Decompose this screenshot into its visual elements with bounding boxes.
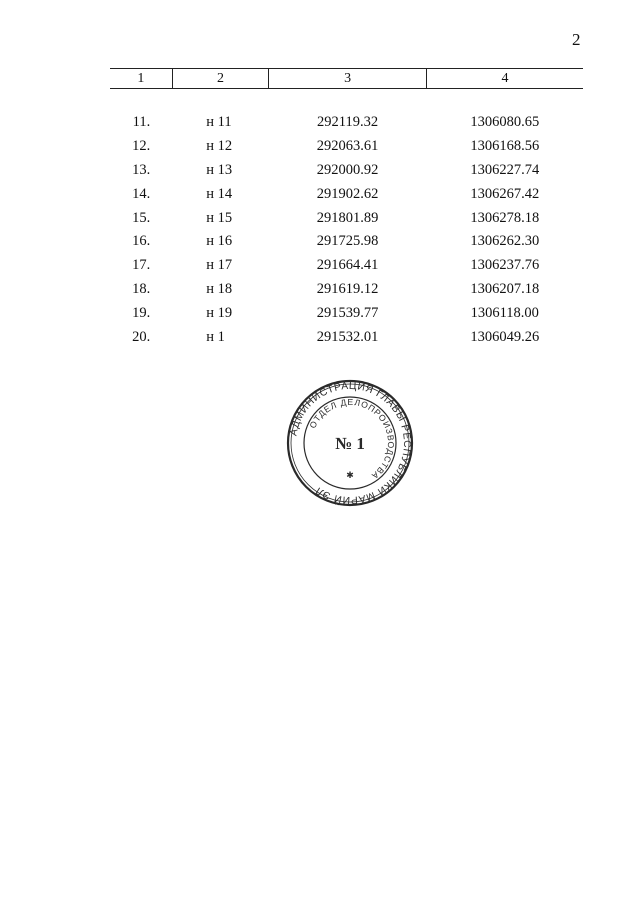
coord-x: 291539.77 <box>316 304 379 321</box>
coord-x: 292119.32 <box>317 114 379 131</box>
coord-x: 292000.92 <box>316 161 379 178</box>
coord-x: 292063.61 <box>316 138 379 155</box>
coord-y: 1306227.74 <box>470 161 540 178</box>
page-number: 2 <box>572 30 581 49</box>
point-id: н 16 <box>206 233 233 250</box>
row-number: 20. <box>132 328 151 345</box>
column-header: 3 <box>269 69 427 89</box>
seal-center-number: № 1 <box>335 434 365 453</box>
point-id: н 14 <box>206 185 233 202</box>
table-row <box>110 230 583 254</box>
point-id: н 15 <box>206 209 233 226</box>
coord-x: 291532.01 <box>316 328 379 345</box>
row-number: 15. <box>132 209 151 226</box>
point-id: н 13 <box>206 161 233 178</box>
coord-x: 291801.89 <box>316 209 379 226</box>
coord-y: 1306278.18 <box>470 209 540 226</box>
table-spacer <box>110 89 583 112</box>
seal-star-icon: ✱ <box>346 471 354 481</box>
coord-x: 291619.12 <box>316 280 379 297</box>
column-header: 2 <box>172 69 268 89</box>
coordinates-table <box>110 68 583 349</box>
table-row <box>110 254 583 278</box>
row-number: 18. <box>132 280 151 297</box>
coord-y: 1306237.76 <box>470 257 540 274</box>
point-id: н 11 <box>206 114 232 131</box>
coord-x: 291902.62 <box>316 185 379 202</box>
coord-x: 291664.41 <box>316 257 379 274</box>
row-number: 14. <box>132 185 151 202</box>
coord-x: 291725.98 <box>316 233 379 250</box>
coord-y: 1306049.26 <box>470 328 540 345</box>
table-row <box>110 111 583 135</box>
coord-y: 1306080.65 <box>470 114 540 131</box>
coord-y: 1306168.56 <box>470 138 540 155</box>
row-number: 11. <box>132 114 151 131</box>
table-row <box>110 301 583 325</box>
official-seal <box>285 378 415 508</box>
row-number: 19. <box>132 304 151 321</box>
coord-y: 1306118.00 <box>470 304 539 321</box>
table-row <box>110 159 583 183</box>
coord-y: 1306267.42 <box>470 185 540 202</box>
coord-y: 1306207.18 <box>470 280 540 297</box>
column-header: 1 <box>110 69 172 89</box>
point-id: н 19 <box>206 304 233 321</box>
table-row <box>110 278 583 302</box>
row-number: 16. <box>132 233 151 250</box>
row-number: 17. <box>132 257 151 274</box>
point-id: н 18 <box>206 280 233 297</box>
row-number: 13. <box>132 161 151 178</box>
coord-y: 1306262.30 <box>470 233 540 250</box>
table-row <box>110 135 583 159</box>
table-row <box>110 182 583 206</box>
point-id: н 17 <box>206 257 233 274</box>
column-header: 4 <box>427 69 583 89</box>
point-id: н 12 <box>206 138 233 155</box>
seal-inner-text: ОТДЕЛ ДЕЛОПРОИЗВОДСТВА <box>307 396 397 482</box>
table-row <box>110 325 583 349</box>
table-header-row <box>110 69 583 89</box>
point-id: н 1 <box>206 328 225 345</box>
row-number: 12. <box>132 138 151 155</box>
seal-outer-text: АДМИНИСТРАЦИЯ ГЛАВЫ РЕСПУБЛИКИ МАРИЙ ЭЛ <box>288 380 413 506</box>
table-row <box>110 206 583 230</box>
